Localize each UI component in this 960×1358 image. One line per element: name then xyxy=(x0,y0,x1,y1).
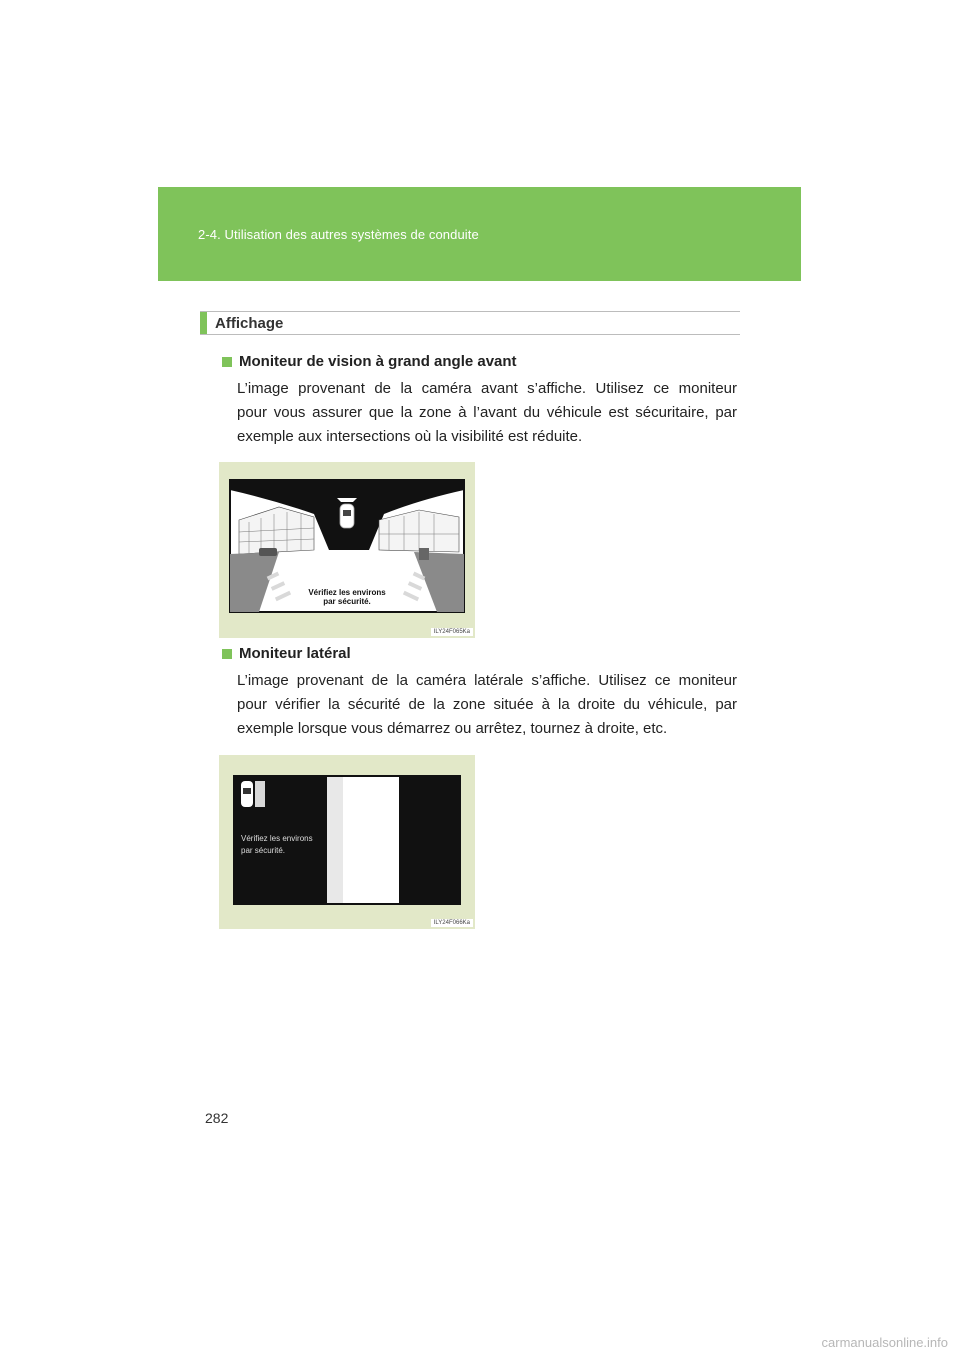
side-monitor-message xyxy=(241,833,313,857)
square-bullet-icon xyxy=(222,649,232,659)
subheading-front-monitor xyxy=(222,353,517,370)
square-bullet-icon xyxy=(222,357,232,367)
section-marker xyxy=(200,312,207,334)
text-line: L’image provenant de la caméra latérale s’affiche. Utilisez ce moniteur xyxy=(237,672,737,689)
message-line: Vérifiez les environs xyxy=(241,834,313,843)
figure-code: ILY24F065Ka xyxy=(431,628,473,636)
page-number: 282 xyxy=(205,1110,229,1126)
watermark: carmanualsonline.info xyxy=(821,1335,948,1350)
text-line: exemple lorsque vous démarrez ou arrêtez, tournez à droite, etc. xyxy=(237,720,668,737)
front-camera-view-illustration xyxy=(219,462,475,638)
figure-code: ILY24F066Ka xyxy=(431,919,473,927)
front-monitor-message xyxy=(299,588,395,606)
text-line: exemple aux intersections où la visibilité est réduite. xyxy=(237,428,583,445)
message-line: par sécurité. xyxy=(241,846,286,855)
front-monitor-figure xyxy=(219,462,475,638)
side-monitor-figure xyxy=(219,755,475,929)
chapter-header xyxy=(158,187,801,281)
text-line: pour vous assurer que la zone à l’avant du véhicule est sécuritaire, par xyxy=(237,404,737,421)
message-line: Vérifiez les environs xyxy=(308,588,386,597)
message-line: par sécurité. xyxy=(323,597,371,606)
text-line: L’image provenant de la caméra avant s’affiche. Utilisez ce moniteur xyxy=(237,380,737,397)
subheading-side-monitor xyxy=(222,645,351,662)
paragraph-side-monitor xyxy=(237,669,737,741)
section-heading xyxy=(200,311,740,335)
text-line: pour vérifier la sécurité de la zone située à la droite du véhicule, par xyxy=(237,696,737,713)
section-title: Affichage xyxy=(215,315,284,332)
subheading-text: Moniteur de vision à grand angle avant xyxy=(239,353,517,370)
subheading-text: Moniteur latéral xyxy=(239,645,351,662)
paragraph-front-monitor xyxy=(237,377,737,449)
chapter-title: 2-4. Utilisation des autres systèmes de conduite xyxy=(198,227,479,242)
